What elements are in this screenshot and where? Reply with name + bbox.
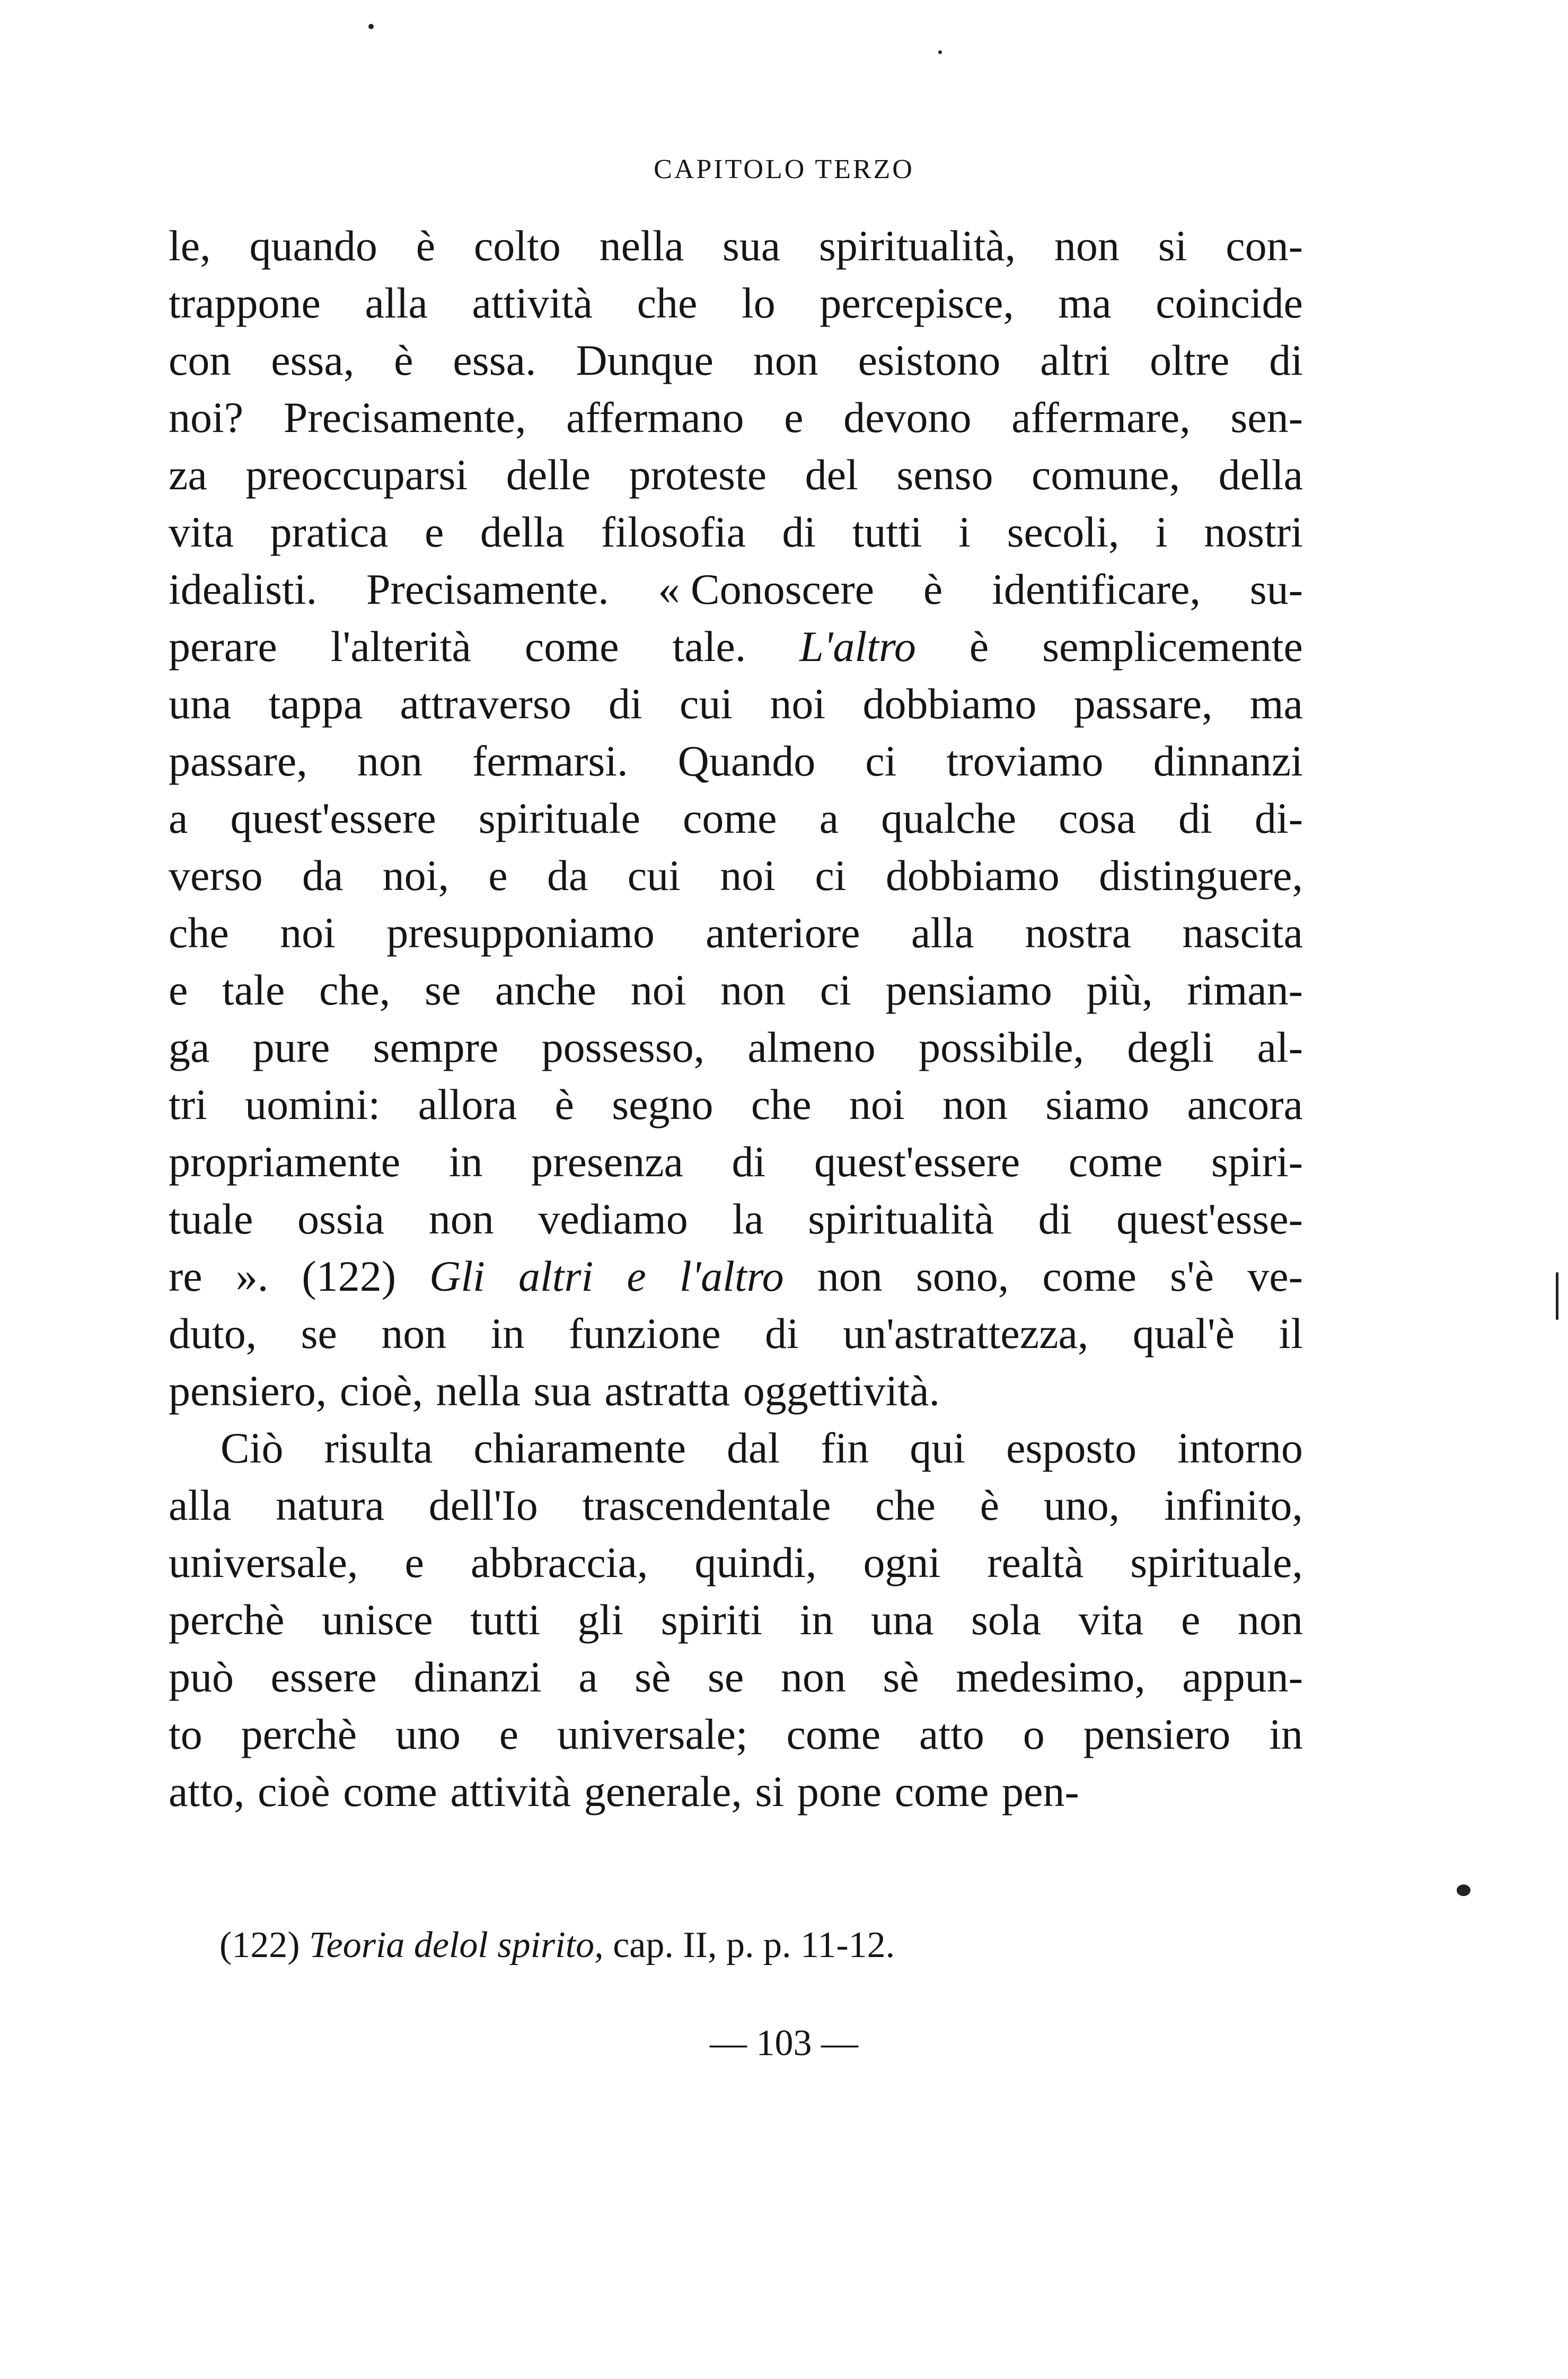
word: di	[765, 1309, 799, 1358]
word: to	[169, 1710, 202, 1758]
word: essa,	[271, 336, 355, 384]
word: appun-	[1182, 1653, 1303, 1701]
word: cui	[627, 851, 681, 900]
word: può	[169, 1653, 234, 1701]
word: e	[488, 851, 508, 900]
word: « Conoscere	[658, 565, 875, 613]
word: universale;	[557, 1710, 748, 1758]
word: della	[480, 508, 565, 556]
word: ci	[820, 966, 851, 1014]
word: delle	[506, 451, 591, 499]
word: dobbiamo	[885, 851, 1060, 900]
word: non	[720, 966, 786, 1014]
text-line	[169, 1649, 1303, 1706]
word: (122)	[302, 1252, 397, 1300]
word: sen-	[1230, 393, 1303, 442]
word: ancora	[1187, 1080, 1303, 1129]
word: anteriore	[706, 909, 860, 957]
word: troviamo	[946, 737, 1104, 785]
word: vita	[1078, 1596, 1144, 1644]
word: l'alterità	[330, 622, 471, 671]
word: Ciò	[221, 1424, 284, 1472]
word: spirituale,	[1130, 1538, 1303, 1587]
word: che	[637, 279, 698, 327]
word: uno,	[1043, 1481, 1120, 1529]
running-header: CAPITOLO TERZO	[654, 154, 914, 184]
footnote-number: (122)	[219, 1925, 300, 1966]
word: dobbiamo	[862, 680, 1037, 728]
word: attività	[472, 279, 593, 327]
word: uomini:	[245, 1080, 381, 1129]
word: nostri	[1204, 508, 1303, 556]
word: generale,	[584, 1767, 742, 1816]
word: essa.	[453, 336, 536, 384]
word: ».	[235, 1252, 269, 1300]
word: ogni	[863, 1538, 941, 1587]
word: natura	[276, 1481, 384, 1529]
word: di	[732, 1138, 766, 1186]
word: qui	[910, 1424, 966, 1472]
word: altri	[518, 1252, 594, 1300]
word: come	[524, 622, 619, 671]
word: è	[980, 1481, 1000, 1529]
word: universale,	[169, 1538, 358, 1587]
word: esposto	[1006, 1424, 1137, 1472]
word: come	[1042, 1252, 1137, 1300]
word: realtà	[987, 1538, 1084, 1587]
word: pen-	[1001, 1767, 1079, 1816]
word: quest'essere	[230, 794, 436, 842]
text-line	[169, 1420, 1303, 1477]
text-line	[169, 1763, 1303, 1820]
word: infinito,	[1164, 1481, 1303, 1529]
word: tale.	[672, 622, 746, 671]
text-line	[169, 1362, 1303, 1420]
word: coincide	[1156, 279, 1303, 327]
word: sua	[533, 1367, 592, 1415]
text-line	[169, 446, 1303, 504]
word: Dunque	[576, 336, 713, 384]
word: di	[1269, 336, 1303, 384]
text-line	[169, 217, 1303, 275]
word: a	[819, 794, 839, 842]
word: qualche	[881, 794, 1017, 842]
word: L'altro	[799, 622, 916, 671]
word: cioè	[258, 1767, 330, 1816]
text-line	[169, 504, 1303, 561]
word: se	[707, 1653, 744, 1701]
word: dinanzi	[413, 1653, 542, 1701]
word: nostra	[1025, 909, 1131, 957]
word: gli	[577, 1596, 624, 1644]
word: a	[578, 1653, 598, 1701]
word: con-	[1226, 222, 1303, 270]
word: alla	[169, 1481, 232, 1529]
word: non	[381, 1309, 447, 1358]
word: pone	[797, 1767, 882, 1816]
word: è	[923, 565, 943, 613]
word: come	[343, 1767, 437, 1816]
word: in	[799, 1596, 834, 1644]
word: fin	[821, 1424, 869, 1472]
word: da	[302, 851, 343, 900]
word: non	[1054, 222, 1120, 270]
word: con	[169, 336, 232, 384]
word: attività	[450, 1767, 571, 1816]
word: al-	[1257, 1023, 1303, 1071]
word: spiritualità	[808, 1195, 994, 1243]
word: la	[732, 1195, 764, 1243]
text-line	[169, 675, 1303, 733]
word: sola	[971, 1596, 1041, 1644]
word: una	[169, 680, 232, 728]
text-line	[169, 1191, 1303, 1248]
word: del	[805, 451, 858, 499]
word: come	[1068, 1138, 1163, 1186]
word: noi?	[169, 393, 244, 442]
word: quest'esse-	[1116, 1195, 1303, 1243]
footnote-title: Teoria delol spirito,	[309, 1925, 604, 1966]
word: percepisce,	[820, 279, 1014, 327]
word: sono,	[915, 1252, 1009, 1300]
text-line	[169, 275, 1303, 332]
word: quando	[249, 222, 377, 270]
word: quest'essere	[814, 1138, 1020, 1186]
word: e	[499, 1710, 519, 1758]
word: perchè	[241, 1710, 357, 1758]
word: senso	[896, 451, 993, 499]
word: tuale	[169, 1195, 253, 1243]
word: o	[1023, 1710, 1045, 1758]
word: idealisti.	[169, 565, 318, 613]
page-number: — 103 —	[710, 2023, 858, 2064]
word: pensiero,	[169, 1367, 327, 1415]
word: possesso,	[541, 1023, 705, 1071]
word: su-	[1249, 565, 1303, 613]
word: e	[1181, 1596, 1201, 1644]
word: presenza	[531, 1138, 683, 1186]
word: uno	[395, 1710, 461, 1758]
word: non	[357, 737, 422, 785]
word: in	[490, 1309, 525, 1358]
word: dell'Io	[428, 1481, 538, 1529]
word: segno	[612, 1080, 713, 1129]
text-line	[169, 1076, 1303, 1133]
word: preoccuparsi	[245, 451, 468, 499]
word: che,	[319, 966, 391, 1014]
word: vita	[169, 508, 234, 556]
word: devono	[843, 393, 972, 442]
word: come	[786, 1710, 881, 1758]
word: a	[169, 794, 188, 842]
text-line	[169, 1019, 1303, 1076]
word: abbraccia,	[470, 1538, 648, 1587]
word: una	[870, 1596, 934, 1644]
text-line	[169, 962, 1303, 1019]
text-line	[169, 618, 1303, 675]
word: colto	[473, 222, 561, 270]
word: atto	[919, 1710, 984, 1758]
word: affermare,	[1011, 393, 1191, 442]
word: dinnanzi	[1153, 737, 1303, 785]
word: cui	[680, 680, 733, 728]
word: passare,	[169, 737, 307, 785]
word: ci	[815, 851, 847, 900]
text-line	[169, 1248, 1303, 1305]
word: pensiero	[1083, 1710, 1231, 1758]
word: affermano	[566, 393, 744, 442]
word: noi	[280, 909, 336, 957]
word: è	[416, 222, 436, 270]
word: za	[169, 451, 207, 499]
text-line	[169, 1133, 1303, 1191]
word: che	[875, 1481, 936, 1529]
word: s'è	[1170, 1252, 1214, 1300]
word: pensiamo	[885, 966, 1052, 1014]
word: spiritualità,	[818, 222, 1016, 270]
text-line	[169, 561, 1303, 618]
word: come	[682, 794, 777, 842]
word: esistono	[858, 336, 1001, 384]
word: Precisamente.	[366, 565, 609, 613]
text-line	[169, 733, 1303, 790]
word: l'altro	[679, 1252, 784, 1300]
word: Quando	[677, 737, 816, 785]
word: riman-	[1187, 966, 1303, 1014]
word: alla	[365, 279, 428, 327]
word: ossia	[297, 1195, 385, 1243]
word: altri	[1040, 336, 1111, 384]
word: ma	[1249, 680, 1303, 728]
word: si	[755, 1767, 785, 1816]
text-line	[169, 1477, 1303, 1534]
word: almeno	[747, 1023, 876, 1071]
word: proteste	[629, 451, 767, 499]
word: quindi,	[694, 1538, 817, 1587]
word: risulta	[324, 1424, 433, 1472]
word: e	[627, 1252, 646, 1300]
word: oggettività.	[743, 1367, 940, 1415]
word: sè	[635, 1653, 671, 1701]
word: e	[169, 966, 188, 1014]
word: re	[169, 1252, 202, 1300]
word: intorno	[1177, 1424, 1303, 1472]
word: se	[301, 1309, 337, 1358]
word: unisce	[322, 1596, 433, 1644]
word: astratta	[604, 1367, 730, 1415]
word: tale	[222, 966, 285, 1014]
word: alla	[911, 909, 974, 957]
text-line	[169, 1591, 1303, 1649]
word: tutti	[852, 508, 922, 556]
word: semplicemente	[1042, 622, 1303, 671]
word: da	[547, 851, 588, 900]
word: tappa	[268, 680, 363, 728]
word: perchè	[169, 1596, 285, 1644]
word: medesimo,	[956, 1653, 1146, 1701]
word: non	[942, 1080, 1008, 1129]
word: sempre	[373, 1023, 499, 1071]
word: nella	[436, 1367, 521, 1415]
word: pratica	[270, 508, 389, 556]
word: più,	[1086, 966, 1153, 1014]
text-line	[169, 1534, 1303, 1591]
word: sè	[883, 1653, 919, 1701]
word: passare,	[1073, 680, 1213, 728]
word: propriamente	[169, 1138, 401, 1186]
word: ve-	[1247, 1252, 1303, 1300]
word: e	[404, 1538, 424, 1587]
word: Gli	[429, 1252, 485, 1300]
scan-speck	[368, 24, 374, 29]
word: le,	[169, 222, 211, 270]
word: se	[424, 966, 461, 1014]
word: spiriti	[660, 1596, 763, 1644]
word: che	[751, 1080, 812, 1129]
scan-speck	[1457, 1884, 1470, 1896]
footnote	[219, 1924, 895, 1967]
word: non	[428, 1195, 494, 1243]
word: perare	[169, 622, 277, 671]
word: ga	[169, 1023, 210, 1071]
text-line	[169, 847, 1303, 904]
word: in	[1269, 1710, 1303, 1758]
word: attraverso	[400, 680, 571, 728]
word: anche	[495, 966, 597, 1014]
word: identificare,	[992, 565, 1201, 613]
text-line	[169, 904, 1303, 962]
word: che	[169, 909, 229, 957]
word: Precisamente,	[283, 393, 526, 442]
word: di	[608, 680, 642, 728]
word: cosa	[1059, 794, 1136, 842]
word: vediamo	[538, 1195, 688, 1243]
word: spirituale	[478, 794, 640, 842]
word: ci	[865, 737, 897, 785]
word: verso	[169, 851, 263, 900]
word: il	[1279, 1309, 1303, 1358]
word: sua	[722, 222, 781, 270]
word: comune,	[1032, 451, 1181, 499]
word: è	[554, 1080, 574, 1129]
word: di	[1178, 794, 1212, 842]
footnote-reference: cap. II, p. p. 11-12.	[613, 1925, 895, 1966]
word: di	[1038, 1195, 1072, 1243]
text-line	[169, 790, 1303, 847]
word: lo	[742, 279, 776, 327]
word: atto,	[169, 1767, 245, 1816]
word: spiri-	[1211, 1138, 1303, 1186]
word: tutti	[470, 1596, 541, 1644]
word: come	[894, 1767, 989, 1816]
word: possibile,	[918, 1023, 1085, 1071]
word: è	[394, 336, 413, 384]
text-line	[169, 389, 1303, 446]
word: noi	[630, 966, 686, 1014]
word: degli	[1127, 1023, 1214, 1071]
word: siamo	[1045, 1080, 1150, 1129]
text-line	[169, 1305, 1303, 1362]
word: della	[1218, 451, 1303, 499]
word: è	[969, 622, 989, 671]
word: di-	[1254, 794, 1303, 842]
word: i	[1155, 508, 1168, 556]
word: fermarsi.	[472, 737, 628, 785]
word: non	[753, 336, 818, 384]
word: i	[958, 508, 971, 556]
text-line	[169, 1706, 1303, 1763]
text-line	[169, 332, 1303, 389]
word: allora	[418, 1080, 517, 1129]
word: ma	[1058, 279, 1112, 327]
scan-speck	[938, 50, 942, 54]
word: essere	[270, 1653, 377, 1701]
word: filosofia	[601, 508, 746, 556]
word: non	[817, 1252, 883, 1300]
word: secoli,	[1007, 508, 1120, 556]
word: dal	[727, 1424, 780, 1472]
word: in	[448, 1138, 483, 1186]
word: pure	[252, 1023, 330, 1071]
word: funzione	[568, 1309, 721, 1358]
word: cioè,	[339, 1367, 423, 1415]
word: duto,	[169, 1309, 257, 1358]
word: trappone	[169, 279, 321, 327]
word: e	[424, 508, 444, 556]
word: chiaramente	[473, 1424, 686, 1472]
word: noi	[770, 680, 826, 728]
word: si	[1158, 222, 1187, 270]
word: qual'è	[1132, 1309, 1235, 1358]
word: trascendentale	[582, 1481, 831, 1529]
word: non	[780, 1653, 846, 1701]
word: oltre	[1150, 336, 1230, 384]
word: nella	[599, 222, 684, 270]
word: un'astrattezza,	[843, 1309, 1089, 1358]
word: noi,	[382, 851, 449, 900]
word: distinguere,	[1099, 851, 1303, 900]
word: presupponiamo	[386, 909, 655, 957]
word: di	[782, 508, 816, 556]
body-text	[169, 217, 1303, 1820]
word: noi	[849, 1080, 905, 1129]
word: noi	[720, 851, 776, 900]
word: nascita	[1182, 909, 1303, 957]
scan-speck	[1556, 1272, 1558, 1320]
word: tri	[169, 1080, 207, 1129]
word: e	[784, 393, 804, 442]
word: non	[1237, 1596, 1303, 1644]
